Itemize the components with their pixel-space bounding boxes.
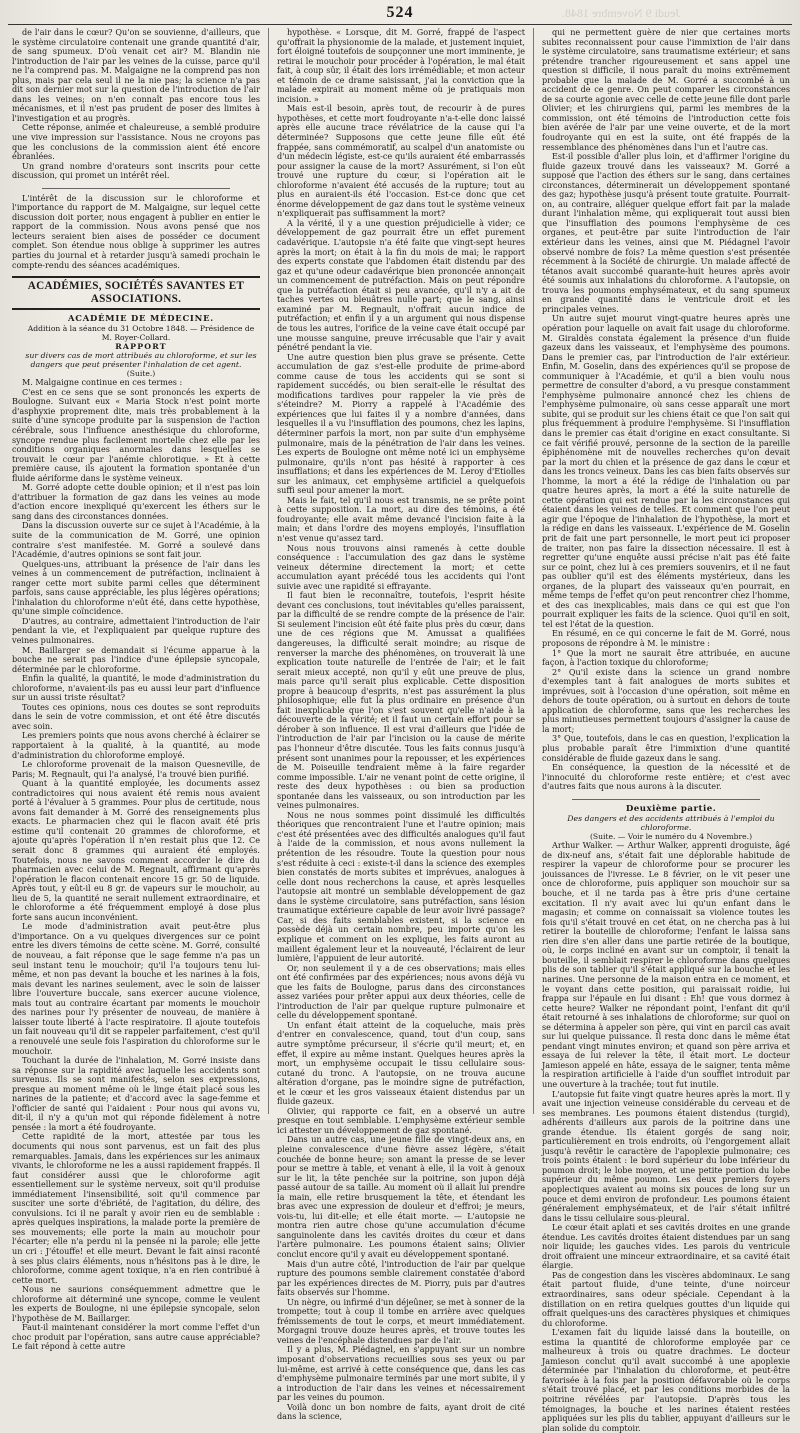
- paragraph: de l'air dans le cœur? Qu'on se souvienne, d'ailleurs, que le système circulatoire contenait une grande quantité d'air, de sang spumeux. D'où venait cet air? M. Blandin nie l'introduction de l'air par les veines de la cuisse, parce qu'il ne l'a comprend pas. M. Malgaigne ne la comprend pas non plus, mais par cela seul il ne la nie pas; la science n'a pas dit son dernier mot sur la question de l'introduction de l'air dans les veines; on n'en connaît pas encore tous les mécanismes, et il n'est pas prudent de poser des limites à l'investigation et au progrès.: [12, 27, 260, 123]
- paragraph: En conséquence, la question de la nécessité et de l'innocuité du chloroforme reste entière; et c'est avec d'autres faits que nous aurons à la discuter.: [542, 762, 790, 792]
- column-middle: [277, 27, 526, 1422]
- report-heading: RAPPORT: [115, 341, 167, 351]
- paragraph: Quelques-uns, attribuant la présence de l'air dans les veines à un commencement de putréfaction, inclinaient à ranger cette mort subite parmi celles que déterminent parfois, sans cause appréciable, les plus légères opérations; l'inhalation du chloroforme n'eût été, dans cette hypothèse, qu'une simple coïncidence.: [12, 558, 260, 617]
- top-rule: [8, 24, 792, 25]
- paragraph: Un grand nombre d'orateurs sont inscrits pour cette discussion, qui promet un intérêt réel.: [12, 160, 260, 181]
- paragraph: Les premiers points que nous avons cherché à éclairer se rapportaient à la qualité, à la quantité, au mode d'administration du chloroforme employé.: [12, 730, 260, 760]
- paragraph: L'intérêt de la discussion sur le chloroforme et l'importance du rapport de M. Malgaigne, sur lequel cette discussion doit porter, nous engagent à publier en entier le rapport de la commission. Nous avons pensé que nos lecteurs seraient bien aises de posséder ce document complet. Son étendue nous oblige à supprimer les autres parties du journal et à retarder jusqu'à samedi prochain le compte-rendu des séances académiques.: [12, 192, 260, 270]
- paragraph: 3° Que, toutefois, dans le cas en question, l'explication la plus probable paraît être l'immixtion d'une quantité considérable de fluide gazeux dans le sang.: [542, 733, 790, 763]
- paragraph: Le mode d'administration avait peut-être plus d'importance. On a vu quelques divergences sur ce point entre les divers témoins de cette scène. M. Gorré, consulté de nouveau, a fait réponse que le sage femme n'a pas un seul instant tenu le mouchoir; qu'il l'a toujours tenu lui-même, et non pas devant la bouche et les narines à la fois, mais devant les narines seulement, avec le soin de laisser libre l'ouverture buccale, sans exercer aucune violence, mais tout au contraire écartant par moments le mouchoir des narines pour l'y présenter de nouveau, de manière à laisser toute liberté à l'acte respiratoire. Il ajoute toutefois un fait nouveau qu'il dit se rappeler parfaitement, c'est qu'il a renouvelé une seule fois l'aspiration du chloroforme sur le mouchoir.: [12, 921, 260, 1056]
- separator: [42, 183, 230, 189]
- paragraph: Un enfant était atteint de la coqueluche, mais près d'entrer en convalescence, quand, tout d'un coup, sans autre symptôme précurseur, il s'écrie qu'il meurt; et, en effet, il expire au même instant. Quelques heures après la mort, un emphysème occupait le tissu cellulaire sous-cutané du tronc. A l'autopsie, on ne trouva aucune altération d'organe, pas le moindre signe de putréfaction, et le cœur et les gros vaisseaux étaient distendus par un fluide gazeux.: [277, 1019, 525, 1107]
- paragraph: Le cœur était aplati et ses cavités droites en une grande étendue. Les cavités droites étaient distendues par un sang noir liquide; les gauches vides. Les parois du ventricule droit offraient une minceur extraordinaire, et sa cavité était élargie.: [542, 1222, 790, 1271]
- paragraph: Or, non seulement il y a de ces observations; mais elles ont été confirmées par des expériences; nous avons déjà vu que les faits de Boulogne, parus dans des circonstances assez variées pour prêter appui aux deux théories, celle de l'introduction de l'air par quelque rupture pulmonaire et celle du développement spontané.: [277, 962, 525, 1021]
- paragraph: Mais le fait, tel qu'il nous est transmis, ne se prête point à cette supposition. La mort, au dire des témoins, a été foudroyante; elle avait même devancé l'incision faite à la main; et dans l'ordre des moyens employés, l'insufflation n'est venue qu'assez tard.: [277, 494, 525, 543]
- paragraph: Il y a plus, M. Piédagnel, en s'appuyant sur un nombre imposant d'observations recueillies sous ses yeux ou par lui-même, est arrivé à cette conséquence que, dans les cas d'emphysème pulmonaire terminés par une mort subite, il y a introduction de l'air dans les veines et nécessairement par les veines du poumon.: [277, 1344, 525, 1403]
- paragraph: Le chloroforme provenait de la maison Quesneville, de Paris; M. Regnault, qui l'a analysé, l'a trouvé bien purifié.: [12, 759, 260, 779]
- paragraph: Voilà donc un bon nombre de faits, ayant droit de cité dans la science,: [277, 1401, 525, 1422]
- paragraph: Enfin la qualité, la quantité, le mode d'administration du chloroforme, n'avaient-ils pas eu aussi leur part d'influence sur un aussi triste résultat?: [12, 673, 260, 703]
- paragraph: Une autre question bien plus grave se présente. Cette accumulation de gaz s'est-elle produite de prime-abord comme cause de tous les accidents qui se sont si rapidement succédés, ou bien serait-elle le résultat des modifications tardives pour rappeler la vie près de s'éteindre? M. Piorry a rappelé à l'Académie des expériences que lui faites il y a nombre d'années, dans lesquelles il a vu l'insufflation des poumons, chez les lapins, déterminer parfois la mort, non par suite d'un emphysème pulmonaire, mais de la pénétration de l'air dans les veines. Les experts de Boulogne ont même noté ici un emphysème pulmonaire, qu'ils n'ont pas hésité à rapporter à ces insufflations; et dans les expériences de M. Leroy d'Etiolles sur les animaux, cet emphysème artificiel a quelquefois suffi seul pour amener la mort.: [277, 351, 525, 496]
- paragraph: M. Gorré adopte cette double opinion; et il n'est pas loin d'attribuer la formation de gaz dans les veines au mode d'action encore inexpliqué qu'exercent les éthers sur le sang dans des circonstances données.: [12, 482, 260, 521]
- paragraph: Quant à la quantité employée, les documents assez contradictoires qui nous avaient été remis nous avaient porté à l'évaluer à 5 grammes. Pour plus de certitude, nous avons fait demander à M. Gorré des renseignements plus exacts. Le pharmacien chez qui le flacon avait été pris estime qu'il contenait 20 grammes de chloroforme, et ajoute qu'après l'opération il n'en restait plus que 12. Ce serait donc 8 grammes qui auraient été employés. Toutefois, nous ne savons comment accorder le dire du pharmacien avec celui de M. Regnault, affirmant qu'après l'opération le flacon contenait encore 15 gr. 50 de liquide. Après tout, y eût-il eu 8 gr. de vapeurs sur le mouchoir, au lieu de 5, la quantité ne serait nullement extraordinaire, et le chloroforme a été fréquemment employé à dose plus forte sans aucun inconvénient.: [12, 778, 260, 922]
- paragraph: Olivier, qui rapporte ce fait, en a observé un autre presque en tout semblable. L'emphysème extérieur semble ici attester un développement de gaz spontané.: [277, 1105, 525, 1135]
- academy-heading: ACADÉMIE DE MÉDECINE.: [68, 313, 214, 324]
- paragraph: L'examen fait du liquide laissé dans la bouteille, on estima la quantité de chloroforme employée par ce malheureux à trois ou quatre drachmes. Le docteur Jamieson conclut qu'il avait succombé à une apoplexie déterminée par l'inhalation du chloroforme, et peut-être favorisée à la fois par la position défavorable où le corps s'était trouvé placé, et par les conditions morbides de la poitrine révélées par l'autopsie. D'après tous les témoignages, la bouche et les narines étaient restées appliquées sur les plis du tablier, appuyant d'ailleurs sur le plan solide du comptoir.: [542, 1327, 790, 1433]
- part-heading: Deuxième partie.: [625, 803, 717, 814]
- paragraph: 2° Qu'il existe dans la science un grand nombre d'exemples tant à fait analogues de morts subites et imprévues, soit à l'occasion d'une opération, soit même en dehors de toute opération, ou à surtout en dehors de toute application de chloroforme, sans que les recherches les plus minutieuses permettent toujours d'assigner la cause de la mort;: [542, 666, 790, 734]
- bleed-through-header: Jeudi 9 Novembre 1848.: [562, 6, 680, 20]
- separator: [572, 794, 760, 800]
- paragraph: M. Baillarger se demandait si l'écume apparue à la bouche ne serait pas l'indice d'une épilepsie syncopale, déterminée par le chloroforme.: [12, 644, 260, 674]
- paragraph: Touchant la durée de l'inhalation, M. Gorré insiste dans sa réponse sur la rapidité avec laquelle les accidents sont survenus. Ils se sont manifestés, selon ses expressions, presque au moment même où le linge était placé sous les narines de la patiente; et d'accord avec la sage-femme et l'officier de santé qui l'aidaient : Pour nous qui avons vu, dit-il, il n'y a qu'un mot qui réponde fidèlement à notre pensée : la mort a été foudroyante.: [12, 1055, 260, 1132]
- column-left: [12, 27, 260, 1352]
- paragraph: qui ne permettent guère de nier que certaines morts subites reconnaissent pour cause l'immixtion de l'air dans le système circulatoire, sans traumatisme extérieur; et sans prétendre trancher rigoureusement et sans appel une question si difficile, il nous paraît du moins extrêmement probable que la malade de M. Gorré a succombé à un accident de ce genre. On peut comparer les circonstances de sa courte agonie avec celle de cette jeune fille dont parle Olivier; et les chirurgiens qui, parmi les membres de la commission, ont été témoins de l'introduction cette fois bien avérée de l'air par une veine ouverte, et de la mort foudroyante qui en est la suite, ont été frappés de la ressemblance des phénomènes dans l'un et l'autre cas.: [542, 27, 790, 152]
- part-subtitle: Des dangers et des accidents attribués à l'emploi du chloroforme.: [567, 814, 775, 833]
- paragraph: Cette réponse, animée et chaleureuse, a semblé produire une vive impression sur l'assistance. Nous ne croyons pas que les conclusions de la commission aient été encore ébranlées.: [12, 122, 260, 162]
- paragraph: Toutes ces opinions, nous ces doutes se sont reproduits dans le sein de votre commission, et ont été être discutés avec soin.: [12, 701, 260, 731]
- paragraph: Pas de congestion dans les viscères abdominaux. Le sang était partout fluide, d'une teinte, d'une noirceur extraordinaires, sans odeur spéciale. Cependant à la distillation on en retira quelques gouttes d'un liquide qui offrait quelques-uns des caractères physiques et chimiques du chloroforme.: [542, 1269, 790, 1328]
- paragraph: En résumé, en ce qui concerne le fait de M. Gorré, nous proposons de répondre à M. le ministre :: [542, 628, 790, 648]
- paragraph: Arthur Walker. — Arthur Walker, apprenti droguiste, âgé de dix-neuf ans, s'était fait une déplorable habitude de respirer la vapeur de chloroforme pour se procurer les jouissances de l'ivresse. Le 8 février, on le vit peser une once de chloroforme, puis appliquer son mouchoir sur sa bouche, et il ne tarda pas à être pris d'une certaine excitation. Il n'y avait avec lui qu'un enfant dans le magasin; et comme on connaissait sa violence toutes les fois qu'il s'était trouvé en cet état, on ne chercha pas à lui retirer la bouteille de chloroforme; l'enfant le laissa sans rien dire s'en aller dans une partie retirée de la boutique, où, le corps incliné en avant sur un comptoir, il tenait la bouteille, il semblait respirer le chloroforme dans quelques plis de son tablier qu'il s'était appliqué sur la bouche et les narines. Une personne de la maison entra en ce moment, et le voyant dans cette position, qui paraissait roidie, lui frappa sur l'épaule en lui disant : Eh! que vous dormez à cette heure? Walker ne répondant point, l'enfant dit qu'il était retourné à ses inhalations de chloroforme; sur quoi on se détermina à appeler son père, qui vint en parcil cas avait sur lui quelque puissance. Il resta donc dans le même état pendant vingt minutes environ; et quand son père arriva et essaya de lui relever la tête, il était mort. Le docteur Jamieson appelé en hâte, essaya de le saigner, tenta même la respiration artificielle à l'aide d'un soufflet introduit par une ouverture à la trachée; tout fut inutile.: [542, 840, 790, 1089]
- paragraph: Cette rapidité de la mort, attestée par tous les documents qui nous sont parvenus, est un fait des plus remarquables. Jamais, dans les expériences sur les animaux vivants, le chloroforme ne les a aussi rapidement frappés. Il faut considérer aussi que le chloroforme agit essentiellement sur le système nerveux, soit qu'il produise immédiatement l'insensibilité, soit qu'il commence par susciter une sorte d'ébriété, de l'agitation, du délire, des convulsions. Ici il ne paraît y avoir rien eu de semblable : après quelques inspirations, la malade porte la première de ses mouvements; elle porte la main au mouchoir pour l'écarter; elle n'a perdu ni la pensée ni la parole; elle jette un cri : J'étouffe! et elle meurt. Devant le fait ainsi raconté à ses plus clairs éléments, nous n'hésitons pas à le dire, le chloroforme, comme agent toxique, n'a en rien contribué à cette mort.: [12, 1131, 260, 1285]
- suite-label: (Suite.): [126, 369, 156, 379]
- paragraph: Dans la discussion ouverte sur ce sujet à l'Académie, à la suite de la communication de M. Gorré, une opinion contraire s'est manifestée. M. Gorré a soulevé dans l'Académie, d'autres opinions se sont fait jour.: [12, 520, 260, 560]
- paragraph: D'autres, au contraire, admettaient l'introduction de l'air pendant la vie, et l'expliquaient par quelque rupture des veines pulmonaires.: [12, 615, 260, 645]
- section-banner: [12, 276, 260, 310]
- paragraph: Mais est-il besoin, après tout, de recourir à de pures hypothèses, et cette mort foudroyante n'a-t-elle donc laissé après elle aucune trace révélatrice de la cause qui l'a déterminée? Supposons que cette jeune fille eût été frappée, sans commémoratif, au scalpel d'un anatomiste ou d'un médecin légiste, est-ce qu'ils auraient été embarrassés pour assigner la cause de la mort? Assurément, si l'on eût trouvé une rupture du cœur, si l'opération ait le chloroforme n'avaient été accusés de la rupture; tout au plus en auraient-ils été l'occasion. Est-ce donc que cet énorme développement de gaz dans tout le système veineux n'expliquerait pas suffisamment la mort?: [277, 103, 525, 219]
- paragraph: Nous ne saurions conséquemment admettre que le chloroforme ait déterminé une syncope, comme le veulent les experts de Boulogne, ni une épilepsie syncopale, selon l'hypothèse de M. Baillarger.: [12, 1284, 260, 1323]
- paragraph: Dans un autre cas, une jeune fille de vingt-deux ans, en pleine convalescence d'une fièvre assez légère, s'était couchée de bonne heure; son amant la presse de se lever pour se mettre à table, et venant à elle, il la voit à genoux sur le lit, la tête penchée sur la poitrine, son jupon déjà passé autour de sa taille. Au moment où il allait lui prendre la main, elle retire brusquement la tête, et étendant les bras avec une expression de douleur et d'effroi; je meurs, vois-tu, lui dit-elle; et elle était morte. — L'autopsie ne montra rien autre chose qu'une accumulation d'écume sanguinolente dans les cavités droites du cœur et dans l'artère pulmonaire. Les poumons étaient sains; Olivier conclut encore qu'il y avait eu développement spontané.: [277, 1134, 525, 1259]
- paragraph: hypothèse. « Lorsque, dit M. Gorré, frappé de l'aspect qu'offrait la physionomie de la malade, et justement inquiet, fort éloigné toutefois de soupçonner une mort imminente, je retirai le mouchoir pour procéder à l'opération, le mal était fait, à coup sûr, il était des lors irrémédiable; et mon acteur et témoin de ce drame saisissant, j'ai la conviction que la malade expirait au moment même où je pratiquais mon incision. »: [277, 27, 526, 104]
- paragraph: 1° Que la mort ne saurait être attribuée, en aucune façon, à l'action toxique du chloroforme;: [542, 647, 790, 668]
- paragraph: Nous ne nous sommes point dissimulé les difficultés théoriques que rencontraient l'une et l'autre opinion; mais c'est été présentées avec des difficultés analogues qu'il faut à l'aide de la commission, et nous avons nullement la prétention de les résoudre. Toute la question pour nous s'est réduite à ceci : existe-t-il dans la science des exemples bien constatés de morts subites et imprévues, analogues à celle dont nous recherchons la cause, et après lesquelles l'autopsie ait montré un semblable développement de gaz dans le système circulatoire, sans putréfaction, sans lésion traumatique extérieure capable de leur avoir livré passage? Car, si des faits semblables existent, si la science en possède déjà un certain nombre, peu importe qu'on les explique et comment on les explique, les faits auront au maillent également leur et la nouveauté, l'éclairent de leur lumière, l'appuient de leur autorité.: [277, 809, 525, 964]
- paragraph: M. Malgaigne continue en ces termes :: [22, 377, 183, 388]
- section-title: ACADÉMIES, SOCIÉTÉS SAVANTES ET ASSOCIATIONS.: [27, 280, 245, 306]
- paragraph: A la vérité, il y a une question préjudicielle à vider; ce développement de gaz pourrait être un effet purement cadavérique. L'autopsie n'a été faite que vingt-sept heures après la mort; on était à la fin du mois de mai; le rapport des experts constate que l'abdomen était distendu par des gaz et qu'une odeur cadavérique bien prononcée annonçait un commencement de putréfaction. Mais on peut répondre que la putréfaction était si peu avancée, qu'il n'y a ait de taches vertes ou bleuâtres nulle part; que le sang, ainsi examiné par M. Regnault, n'offrait aucun indice de putréfaction; et enfin il y a un argument qui nous dispense de tous les autres, l'orifice de la veine cave était occupé par une mousse sanguine, preuve irrécusable que l'air y avait pénétré pendant la vie.: [277, 217, 525, 353]
- paragraph: Nous nous trouvons ainsi ramenés à cette double conséquence : l'accumulation des gaz dans le système veineux détermine directement la mort; et cette accumulation ayant précédé tous les accidents qui l'ont suivie avec une rapidité si effrayante.: [277, 542, 525, 591]
- column-divider: [533, 28, 534, 1114]
- part-reference: (Suite. — Voir le numéro du 4 Novembre.): [589, 832, 753, 842]
- session-info: Addition à la séance du 31 Octobre 1848. — Présidence de M. Royer-Collard.: [27, 323, 255, 342]
- column-divider: [268, 28, 269, 1114]
- paragraph: Mais d'un autre côté, l'introduction de l'air par quelque rupture des poumons semble clairement constatée d'abord par les expériences directes de M. Piorry, puis par d'autres faits observés sur l'homme.: [277, 1258, 525, 1298]
- column-right: [542, 27, 790, 1433]
- paragraph: Est-il possible d'aller plus loin, et d'affirmer l'origine du fluide gazeux trouvé dans les vaisseaux? M. Gorré a supposé que l'action des éthers sur le sang, dans certaines circonstances, déterminerait un développement spontané des gaz; hypothèse jusqu'à présent toute gratuite. Pourrait-on, au contraire, alléguer quelque effort fait par la malade durant l'inhalation même, qui expliquerait tout aussi bien que l'insufflation des poumons l'emphysème de ces organes, et peut-être par suite l'introduction de l'air extérieur dans les veines, ainsi que M. Piédagnel l'avoir observé nombre de fois? La même question s'est présentée récemment à la Société de chirurgie. Un malade affecté de tétanos avait succombé quarante-huit heures après avoir été soumis aux inhalations du chloroforme. A l'autopsie, on trouva les poumons emphysémateux, et du sang spumeux en grande quantité dans le ventricule droit et les principales veines.: [542, 151, 790, 314]
- page-number: 524: [386, 4, 414, 21]
- paragraph: Un autre sujet mourut vingt-quatre heures après une opération pour laquelle on avait fait usage du chloroforme. M. Giraldès constata également la présence d'un fluide gazeux dans les vaisseaux, et l'emphysème des poumons. Dans le premier cas, par l'introduction de l'air extérieur. Enfin, M. Goselin, dans des expériences qu'il se propose de communiquer à l'Académie, et qu'il a bien voulu nous permettre de consulter d'abord, a vu presque constamment l'emphysème pulmonaire annoncé chez les chiens de l'emphysème pulmonaire, où sans cesse apparaît une mort subite, qui se produit sur les chiens était ce que l'on sait qui plus fréquemment à produire l'emphysème. Si l'insufflation dans le premier cas était d'origine en exact consultante. Si ce fait vérifié prouvé, personne de la section de la pareille épiphénomène mit de nouvelles recherches qu'on devait par la mort du chien et la présence de gaz dans le cœur et dans les troncs veineux. Dans les cas bien faits observés sur l'homme, la mort a été la rédige de l'inhalation ou par quatre heures après, la mort a été la suite naturelle de cette opération qui est rendue par la les circonstances qui étaient dans les veines de telles. Et comment que l'on peut agir que l'époque de l'inhalation de l'hypothèse, la mort et la rédige en dans les vaisseaux. L'expérience de M. Goselin prit de fait une part personnelle, le mort peut ici proposer de traiter, non pas faire la dissection nécessaire. Il est à regretter qu'une enquête aussi précise n'ait pas été faite sur ce point, chez lui à ces premiers souvenirs, et il ne faut pas oublier qu'il est des éléments mystérieux, dans les organes, de la plupart des vaisseaux qu'en pourrait, en même temps de l'effet qu'on peut rencontrer chez l'homme, et des cas inexplicables, mais dans ce qui est que l'on pourrait expliquer les faits de la science. Quoi qu'il en soit, tel est l'état de la question.: [542, 313, 790, 629]
- paragraph: L'autopsie fut faite vingt quatre heures après la mort. Il y avait une injection veineuse considérable du cerveau et de ses membranes. Les poumons étaient distendus (turgid), adhérents d'ailleurs aux parois de la poitrine dans une grande étendue. Ils étaient gorgés de sang noir, particulièrement en trois endroits, où l'engorgement allait jusqu'à revêtir le caractère de l'apoplexie pulmonaire; ces trois points étaient : le bord supérieur du lobe inférieur du poumon droit; le lobe moyen, et une petite portion du lobe supérieur du même poumon. Les deux premiers foyers apoplectiques avaient au moins six pouces de long sur un pouce et demi environ de profondeur. Les poumons étaient généralement emphysémateux, et de l'air s'était infiltré dans le tissu cellulaire sous-pleural.: [542, 1088, 790, 1223]
- paragraph: Faut-il maintenant considérer la mort comme l'effet d'un choc produit par l'opération, sans autre cause appréciable? Le fait répond à cette autre: [12, 1322, 260, 1352]
- paragraph: Il faut bien le reconnaître, toutefois, l'esprit hésite devant ces conclusions, tout inévitables qu'elles paraissent, par la difficulté de se rendre compte de la présence de l'air. Si seulement l'incision eût été faite plus près du cœur, dans une de ces régions que M. Amussat a qualifiées dangereuses, la difficulté serait moindre; au risque de renverser la marche des phénomènes, on trouverait là une explication toute naturelle de l'entrée de l'air; et le fait serait mieux accepté, non qu'il y eût une preuve de plus, mais parce qu'il serait plus explicable. Cette disposition propre à beaucoup d'esprits, n'est pas assurément la plus philosophique; elle fut la plus ordinaire en présence d'un fait inexplicable que l'on s'est souvent qu'elle n'aide à la découverte de la vérité; et il faut un certain effort pour se dérober à son influence. Il est vrai d'ailleurs que l'idée de l'introduction de l'air par l'incision ou la cause de mérite pas l'honneur d'être discutée. Tous les faits connus jusqu'à présent sont unanimes pour la repousser, et les expériences de M. Poiseuille tendraient même à la faire regarder comme impossible. L'air ne venant point de cette origine, il reste des deux hypothèses : ou bien sa production spontanée dans les vaisseaux, ou son introduction par les veines pulmonaires.: [277, 590, 525, 811]
- report-subject: sur divers cas de mort attribués au chloroforme, et sur les dangers que peut présenter l'inhalation de cet agent.: [25, 351, 257, 370]
- paragraph: C'est en ce sens que se sont prononcés les experts de Boulogne. Suivant eux « Maria Stock n'est point morte d'asphyxie proprement dite, mais très probablement à la suite d'une syncope produite par la suspension de l'action cérébrale, sous l'influence anesthésique du chloroforme, syncope rendue plus facilement mortelle chez elle par les conditions organiques anormales dans lesquelles se trouvait le cœur par l'anémie chlorotique. » Et à cette première cause, ils ajoutent la formation spontanée d'un fluide aériforme dans le système veineux.: [12, 386, 260, 483]
- paragraph: Un nègre, ou infirmé d'un déjeûner, se met à sonner de la trompette; tout à coup il tombe en arrière avec quelques frémissements de tout le corps, et meurt immédiatement. Morgagni trouve douze heures après, et trouve toutes les veines de l'encéphale distendues par de l'air.: [277, 1296, 525, 1345]
